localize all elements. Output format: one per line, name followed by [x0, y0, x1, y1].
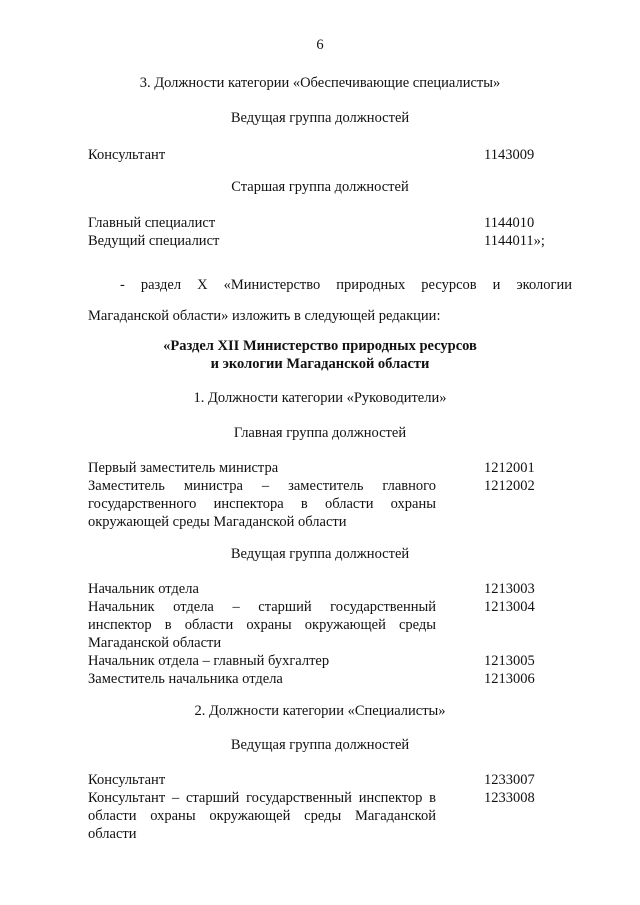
position-row — [88, 789, 568, 843]
amendment-line-2: Магаданской области» изложить в следующей редакции: — [88, 308, 441, 324]
position-title: Заместитель министра – заместитель главного государственного инспектора в области охраны окружающей среды Магаданской области — [88, 478, 436, 530]
position-row — [88, 214, 568, 232]
position-code: 1212002 — [484, 478, 535, 494]
position-title: Начальник отдела – главный бухгалтер — [88, 653, 330, 669]
positions-list — [88, 580, 568, 688]
position-code: 1213005 — [484, 653, 535, 669]
amendment-paragraph — [88, 276, 572, 325]
position-row — [88, 477, 568, 531]
group-heading: Главная группа должностей — [233, 425, 407, 441]
group-heading: Ведущая группа должностей — [230, 737, 410, 753]
position-row — [88, 652, 568, 670]
position-code: 1143009 — [484, 147, 535, 163]
position-title: Ведущий специалист — [88, 233, 220, 249]
position-code: 1144010 — [484, 215, 535, 231]
position-title: Главный специалист — [88, 215, 216, 231]
position-title: Начальник отдела — [88, 581, 199, 597]
position-code: 1213006 — [484, 671, 535, 687]
position-title: Консультант — [88, 147, 166, 163]
position-row — [88, 598, 568, 652]
position-row — [88, 459, 568, 477]
position-code: 1233007 — [484, 772, 535, 788]
position-code: 1144011»; — [484, 233, 545, 249]
position-title: Начальник отдела – старший государственный инспектор в области охраны окружающей среды Магаданской области — [88, 599, 436, 651]
position-code: 1233008 — [484, 790, 535, 806]
position-title: Консультант — [88, 772, 166, 788]
page-number: 6 — [316, 37, 324, 53]
position-row — [88, 232, 568, 250]
category-1-title: 1. Должности категории «Руководители» — [193, 390, 447, 406]
position-row — [88, 146, 568, 164]
position-code: 1212001 — [484, 460, 535, 476]
category-2-title: 2. Должности категории «Специалисты» — [194, 703, 446, 719]
positions-list — [88, 459, 568, 531]
positions-list — [88, 146, 568, 164]
new-section-title-line-1: «Раздел XII Министерство природных ресурсов — [163, 338, 477, 354]
position-code: 1213003 — [484, 581, 535, 597]
group-heading: Ведущая группа должностей — [230, 546, 410, 562]
position-title: Консультант – старший государственный инспектор в области охраны окружающей среды Магаданской области — [88, 790, 436, 842]
position-row — [88, 771, 568, 789]
group-heading: Ведущая группа должностей — [230, 110, 410, 126]
amendment-line-1: - раздел X «Министерство природных ресурсов и экологии — [120, 277, 572, 293]
position-code: 1213004 — [484, 599, 535, 615]
position-title: Первый заместитель министра — [88, 460, 279, 476]
position-row — [88, 580, 568, 598]
position-row — [88, 670, 568, 688]
positions-list — [88, 771, 568, 843]
group-heading: Старшая группа должностей — [231, 179, 409, 195]
section-3-title: 3. Должности категории «Обеспечивающие специалисты» — [139, 75, 501, 91]
positions-list — [88, 214, 568, 250]
position-title: Заместитель начальника отдела — [88, 671, 283, 687]
new-section-title-line-2: и экологии Магаданской области — [210, 356, 430, 372]
